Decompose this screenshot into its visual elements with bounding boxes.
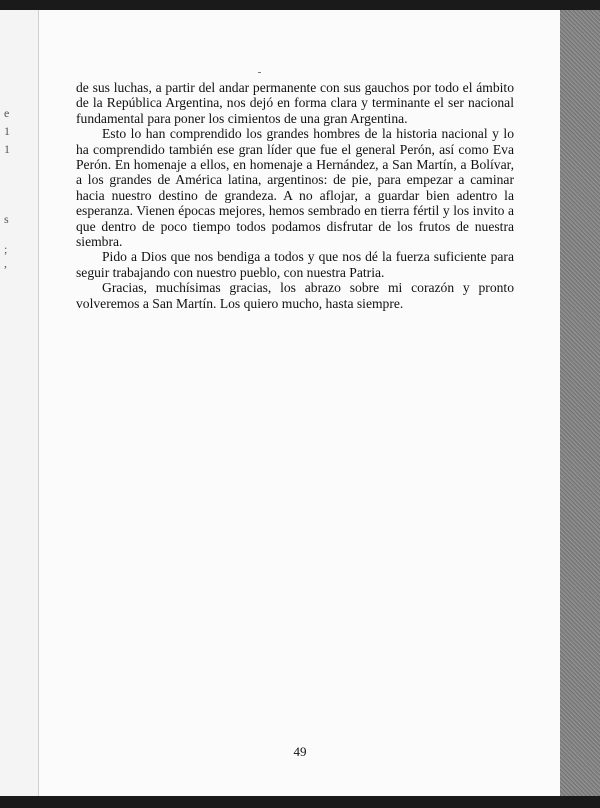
paragraph-1: de sus luchas, a partir del andar permanente con sus gauchos por todo el ámbito de la República Argentina, nos dejó en forma clara y terminante el ser nacional fundamental para poner los cimientos de una gran Argentina. (76, 80, 514, 126)
body-text (76, 80, 514, 311)
speck (258, 72, 261, 73)
margin-mark: s (4, 212, 9, 226)
margin-mark: ; (4, 242, 8, 256)
margin-mark: 1 (4, 124, 10, 138)
facing-page-edge (0, 10, 38, 796)
margin-mark: 1 (4, 142, 10, 156)
page-number: 49 (293, 744, 307, 759)
paragraph-4: Gracias, muchísimas gracias, los abrazo sobre mi corazón y pronto volveremos a San Martín. Los quiero mucho, hasta siempre. (76, 280, 514, 311)
page-shadow (560, 10, 600, 796)
margin-mark: , (4, 256, 7, 270)
paragraph-2: Esto lo han comprendido los grandes hombres de la historia nacional y lo ha comprendido también ese gran líder que fue el general Perón, así como Eva Perón. En homenaje a ellos, en homenaje a Hernández, a San Martín, a Bolívar, a los grandes de América latina, argentinos: de pie, para empezar a caminar hacia nuestro destino de grandeza. A no aflojar, a guardar bien adentro la esperanza. Vienen épocas mejores, hemos sembrado en tierra fértil y los invito a que dentro de poco tiempo todos podamos disfrutar de los frutos de nuestra siembra. (76, 126, 514, 250)
margin-mark: e (4, 106, 10, 120)
paragraph-3: Pido a Dios que nos bendiga a todos y que nos dé la fuerza suficiente para seguir trabajando con nuestro pueblo, con nuestra Patria. (76, 249, 514, 280)
